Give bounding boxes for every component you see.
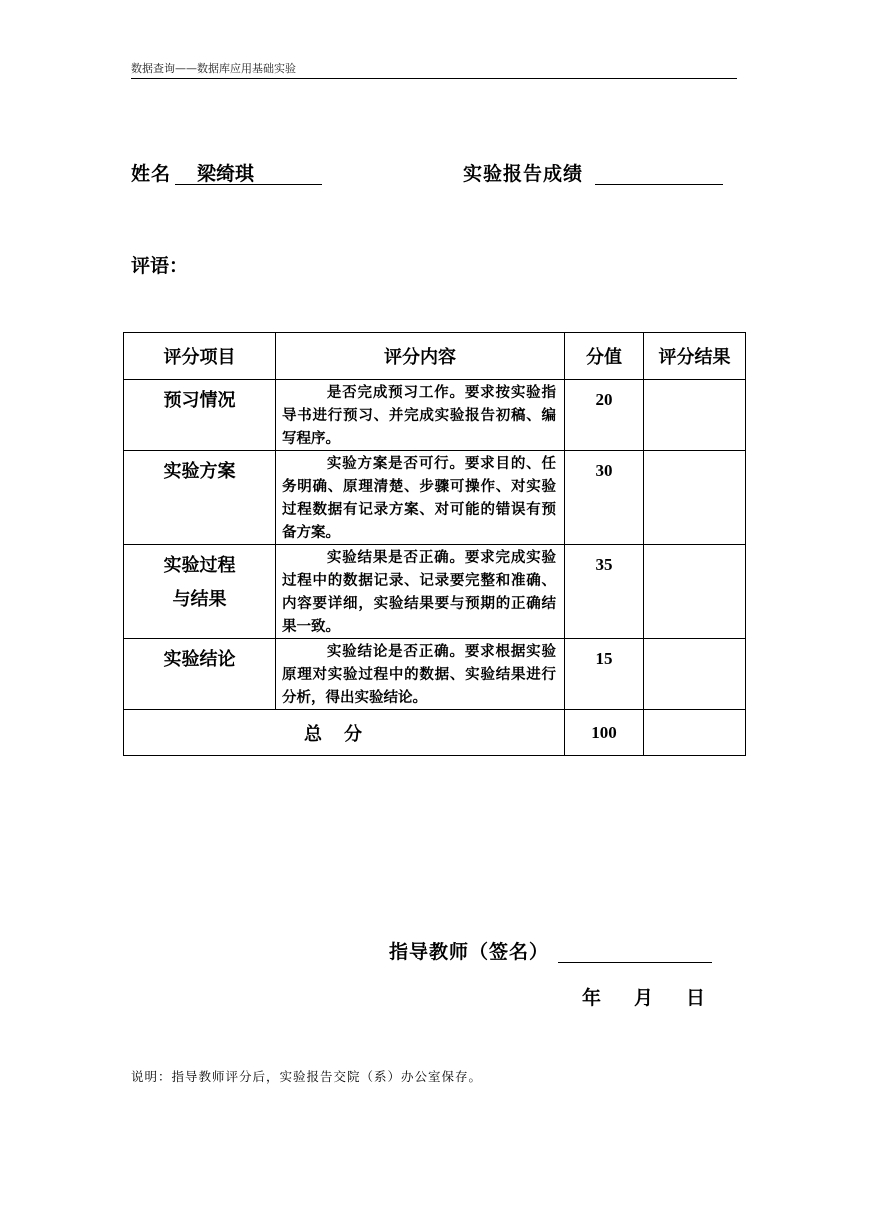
footnote: 说明：指导教师评分后，实验报告交院（系）办公室保存。 [131, 1069, 483, 1084]
total-value: 100 [565, 710, 644, 756]
item-label-line1: 实验过程 [163, 555, 236, 576]
teacher-signature-label: 指导教师（签名） [389, 941, 550, 963]
content-text: 实验结论是否正确。要求根据实验原理对实验过程中的数据、实验结果进行分析，得出实验结论。 [282, 643, 556, 706]
header-title: 数据查询——数据库应用基础实验 [131, 62, 296, 75]
result-cell[interactable] [644, 639, 746, 710]
score-value: 30 [595, 461, 613, 480]
content-text: 是否完成预习工作。要求按实验指导书进行预习、并完成实验报告初稿、编写程序。 [282, 384, 556, 447]
result-cell[interactable] [644, 451, 746, 545]
table-row [124, 639, 746, 710]
score-value: 20 [595, 390, 613, 409]
table-row [124, 451, 746, 545]
header-score: 分值 [565, 333, 644, 380]
grade-label: 实验报告成绩 [463, 163, 584, 185]
header-content: 评分内容 [276, 333, 565, 380]
comment-label: 评语： [131, 255, 189, 277]
date-year-label: 年 [582, 987, 602, 1009]
item-cell [124, 380, 276, 451]
score-value: 15 [595, 649, 613, 668]
teacher-signature-field[interactable] [558, 938, 712, 963]
name-label: 姓名 [131, 163, 172, 185]
total-row [124, 710, 746, 756]
score-cell [565, 380, 644, 451]
date-month-label: 月 [634, 987, 654, 1009]
item-cell [124, 451, 276, 545]
content-text: 实验结果是否正确。要求完成实验过程中的数据记录、记录要完整和准确、内容要详细，实验结果要与预期的正确结果一致。 [282, 549, 556, 635]
total-result-cell[interactable] [644, 710, 746, 756]
score-cell [565, 639, 644, 710]
content-cell [276, 545, 565, 639]
item-cell [124, 639, 276, 710]
table-row [124, 545, 746, 639]
score-value: 35 [595, 555, 613, 574]
item-label: 实验结论 [163, 649, 236, 670]
table-header-row [124, 333, 746, 380]
item-cell [124, 545, 276, 639]
page-header [131, 62, 737, 79]
content-text: 实验方案是否可行。要求目的、任务明确、原理清楚、步骤可操作、对实验过程数据有记录方案、对可能的错误有预备方案。 [282, 455, 556, 541]
name-value: 梁绮琪 [197, 163, 255, 185]
content-cell [276, 639, 565, 710]
item-label-line2: 与结果 [172, 589, 227, 610]
scoring-table [123, 332, 746, 756]
grade-field[interactable] [595, 160, 723, 185]
content-cell [276, 451, 565, 545]
name-field[interactable] [175, 160, 322, 185]
student-info-row [131, 160, 731, 190]
content-cell [276, 380, 565, 451]
score-cell [565, 451, 644, 545]
item-label: 实验方案 [163, 461, 236, 482]
header-item: 评分项目 [124, 333, 276, 380]
item-label: 预习情况 [163, 390, 236, 411]
header-result: 评分结果 [644, 333, 746, 380]
result-cell[interactable] [644, 380, 746, 451]
result-cell[interactable] [644, 545, 746, 639]
score-cell [565, 545, 644, 639]
date-day-label: 日 [686, 987, 706, 1009]
total-label: 总分 [124, 710, 565, 756]
table-row [124, 380, 746, 451]
